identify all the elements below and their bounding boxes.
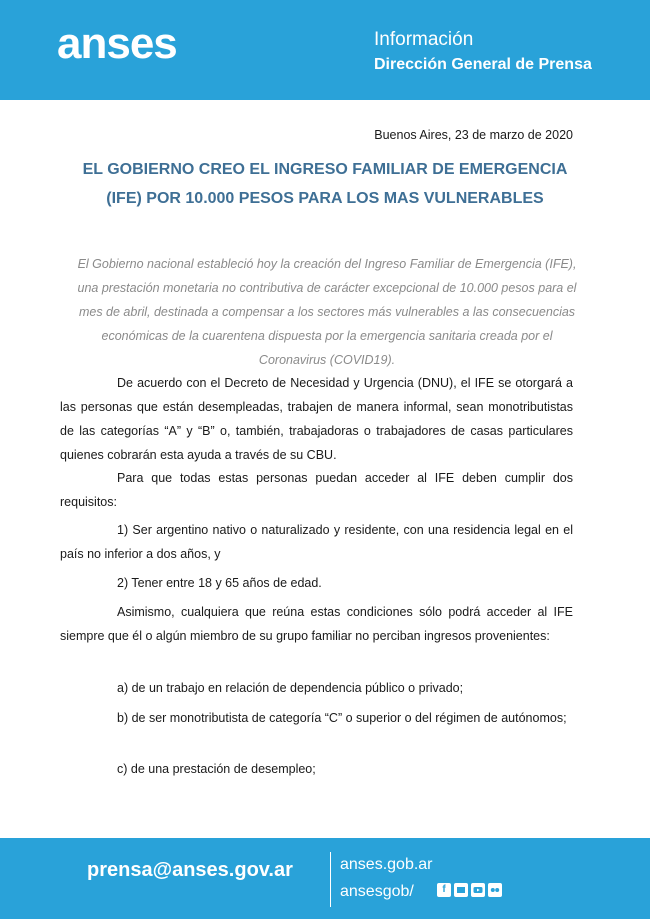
document-date: Buenos Aires, 23 de marzo de 2020 (374, 128, 573, 142)
paragraph-item-a: a) de un trabajo en relación de dependencia público o privado; (117, 681, 464, 695)
social-icons (437, 883, 502, 900)
youtube-icon[interactable] (471, 883, 485, 897)
paragraph-requisito-2: 2) Tener entre 18 y 65 años de edad. (117, 576, 322, 590)
paragraph-item-b: b) de ser monotributista de categoría “C” o superior o del régimen de autónomos; (117, 711, 567, 725)
paragraph-requisitos: Para que todas estas personas puedan acceder al IFE deben cumplir dos requisitos: (60, 471, 573, 509)
lead-paragraph: El Gobierno nacional estableció hoy la creación del Ingreso Familiar de Emergencia (IFE), una prestación monetaria no contributiva de carácter excepcional de 10.000 pesos para el mes de abril, destinada a compensar a los sectores más vulnerables a las consecuencias económicas de la cuarentena dispuesta por la emergencia sanitaria creada por el Coronavirus (COVID19). (77, 257, 577, 367)
paragraph-dnu: De acuerdo con el Decreto de Necesidad y Urgencia (DNU), el IFE se otorgará a las personas que están desempleadas, trabajen de manera informal, sean monotributistas de las categorías “A” y “B” o, también, trabajadoras o trabajadores de casas particulares quienes cobrarán esta ayuda a través de su CBU. (60, 376, 573, 462)
document-title: EL GOBIERNO CREO EL INGRESO FAMILIAR DE EMERGENCIA (IFE) POR 10.000 PESOS PARA LOS MAS VULNERABLES (82, 161, 568, 207)
footer-divider (330, 852, 331, 907)
social-handle: ansesgob/ (340, 883, 414, 900)
website-link[interactable]: anses.gob.ar (340, 856, 433, 873)
header-banner (0, 0, 650, 100)
twitter-icon[interactable] (454, 883, 468, 897)
header-info-label: Información (374, 29, 474, 50)
anses-logo: anses (57, 19, 177, 68)
paragraph-requisito-1: 1) Ser argentino nativo o naturalizado y residente, con una residencia legal en el país no inferior a dos años, y (60, 523, 573, 561)
paragraph-asimismo: Asimismo, cualquiera que reúna estas condiciones sólo podrá acceder al IFE siempre que él o algún miembro de su grupo familiar no perciban ingresos provenientes: (60, 605, 573, 643)
press-email-link[interactable]: prensa@anses.gov.ar (87, 859, 293, 881)
header-department-label: Dirección General de Prensa (374, 56, 592, 73)
paragraph-item-c: c) de una prestación de desempleo; (117, 762, 316, 776)
footer-banner (0, 838, 650, 919)
facebook-icon[interactable]: f (437, 883, 451, 897)
flickr-icon[interactable] (488, 883, 502, 897)
